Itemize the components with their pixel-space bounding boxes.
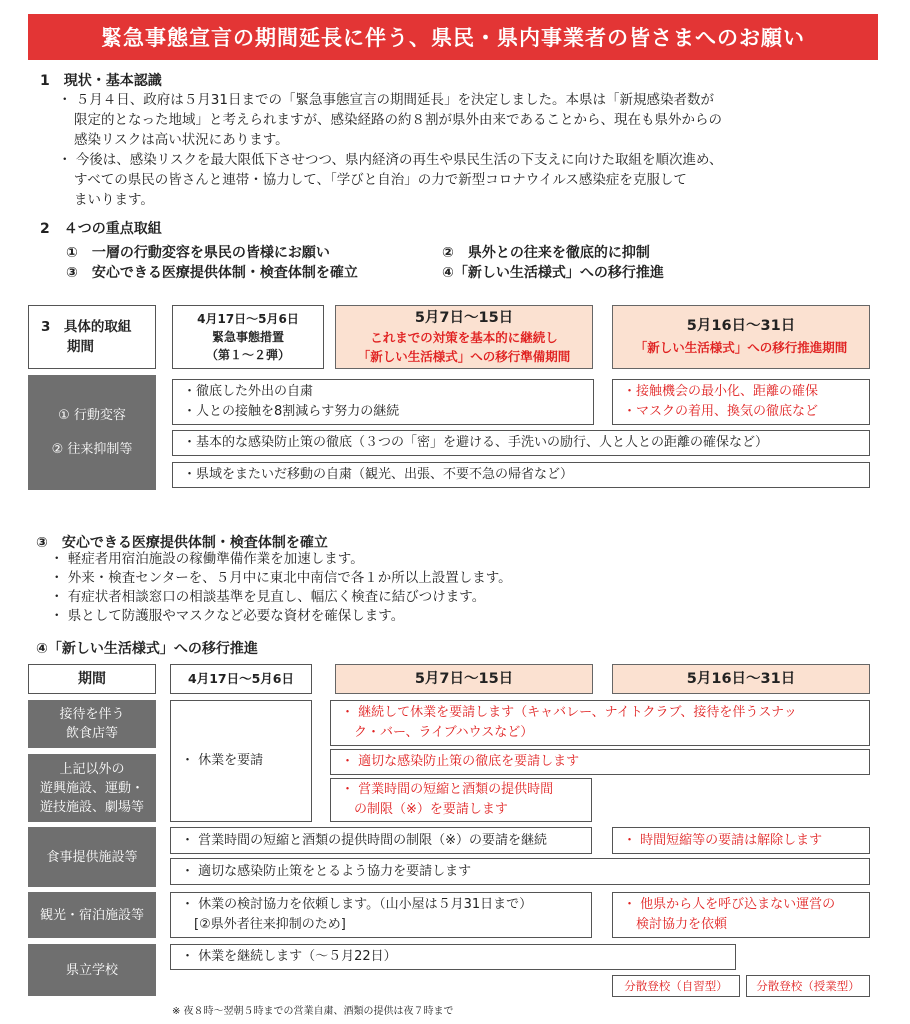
table3-period3: 5月16日～31日 「新しい生活様式」への移行推進期間	[612, 305, 870, 369]
category-entertainment: 上記以外の 遊興施設、運動・ 遊技施設、劇場等	[28, 754, 156, 822]
school-suspension: ・ 休業を継続します（～５月22日）	[170, 944, 736, 970]
page-title: 緊急事態宣言の期間延長に伴う、県民・県内事業者の皆さまへのお願い	[28, 14, 878, 60]
section1-paragraph2: ・ 今後は、感染リスクを最大限低下させつつ、県内経済の再生や県民生活の下支えに向けた取組を順次進め、 すべての県民の皆さんと連帯・協力して、「学びと自治」の力で新型コロナウイルス感染症を克服して まいります。	[58, 152, 723, 208]
category-food: 食事提供施設等	[28, 827, 156, 887]
school-tag-self-study: 分散登校（自習型）	[612, 975, 740, 997]
section4-title: ④「新しい生活様式」への移行推進	[36, 641, 258, 657]
focus-item-4: ④「新しい生活様式」への移行推進	[442, 265, 664, 281]
suspension-request: ・ 休業を要請	[170, 700, 312, 822]
table4-header-col3: 5月16日～31日	[612, 664, 870, 694]
food-infection-measures: ・ 適切な感染防止策をとるよう協力を要請します	[170, 858, 870, 885]
focus-item-2: ② 県外との往来を徹底的に抑制	[442, 245, 650, 261]
list-item: ・ 軽症者用宿泊施設の稼働準備作業を加速します。	[50, 551, 364, 567]
focus-item-3: ③ 安心できる医療提供体制・検査体制を確立	[66, 265, 358, 281]
table3-header-label: 3 具体的取組 期間	[28, 305, 156, 369]
section3-list	[50, 550, 810, 626]
table4-header-col2: 5月7日～15日	[335, 664, 593, 694]
red-hours-limit: ・ 営業時間の短縮と酒類の提供時間 の制限（※）を要請します	[330, 778, 592, 822]
footnote: ※ 夜８時～翌朝５時までの営業自粛、酒類の提供は夜７時まで	[172, 1006, 454, 1017]
school-tag-class: 分散登校（授業型）	[746, 975, 870, 997]
table3-period1: 4月17日～5月6日 緊急事態措置 （第１～２弾）	[172, 305, 324, 369]
list-item: ・ 外来・検査センターを、５月中に東北中南信で各１か所以上設置します。	[50, 570, 512, 586]
category-school: 県立学校	[28, 944, 156, 996]
focus-item-1: ① 一層の行動変容を県民の皆様にお願い	[66, 245, 330, 261]
food-hours-limit: ・ 営業時間の短縮と酒類の提供時間の制限（※）の要請を継続	[170, 827, 592, 854]
table3-row1-red: ・ 接触機会の最小化、距離の確保 ・ マスクの着用、換気の徹底など	[612, 379, 870, 425]
table3-period2: 5月7日～15日 これまでの対策を基本的に継続し 「新しい生活様式」への移行準備期間	[335, 305, 593, 369]
list-item: ・ 県として防護服やマスクなど必要な資材を確保します。	[50, 608, 405, 624]
table4-header-col1: 4月17日～5月6日	[170, 664, 312, 694]
table3-row-label: ① 行動変容 ② 往来抑制等	[28, 375, 156, 490]
section1-title: 1 現状・基本認識	[40, 73, 162, 89]
category-hospitality: 接待を伴う 飲食店等	[28, 700, 156, 748]
table3-row1: ・ 徹底した外出の自粛 ・ 人との接触を8割減らす努力の継続	[172, 379, 594, 425]
food-hours-lifted: ・ 時間短縮等の要請は解除します	[612, 827, 870, 854]
section3-title: ③ 安心できる医療提供体制・検査体制を確立	[36, 535, 328, 551]
table3-row2: ・ 基本的な感染防止策の徹底（３つの「密」を避ける、手洗いの励行、人と人との距離の確保など）	[172, 430, 870, 456]
list-item: ・ 有症状者相談窓口の相談基準を見直し、幅広く検査に結びつけます。	[50, 589, 486, 605]
table3-row3: ・ 県域をまたいだ移動の自粛（観光、出張、不要不急の帰省など）	[172, 462, 870, 488]
red-infection-measures: ・ 適切な感染防止策の徹底を要請します	[330, 749, 870, 775]
tourism-red: ・ 他県から人を呼び込まない運営の 検討協力を依頼	[612, 892, 870, 938]
red-continue-suspension: ・ 継続して休業を要請します（キャバレー、ナイトクラブ、接待を伴うスナッ ク・バー、ライブハウスなど）	[330, 700, 870, 746]
section1-paragraph1: ・ ５月４日、政府は５月31日までの「緊急事態宣言の期間延長」を決定しました。本県は「新規感染者数が 限定的となった地域」と考えられますが、感染経路の約８割が県外由来であることから、現在も県外からの 感染リスクは高い状況にあります。	[58, 92, 722, 148]
section2-title: 2 ４つの重点取組	[40, 221, 162, 237]
tourism-suspension: ・ 休業の検討協力を依頼します。（山小屋は５月31日まで） [②県外者往来抑制のため]	[170, 892, 592, 938]
table4-header-period: 期間	[28, 664, 156, 694]
category-tourism: 観光・宿泊施設等	[28, 892, 156, 938]
